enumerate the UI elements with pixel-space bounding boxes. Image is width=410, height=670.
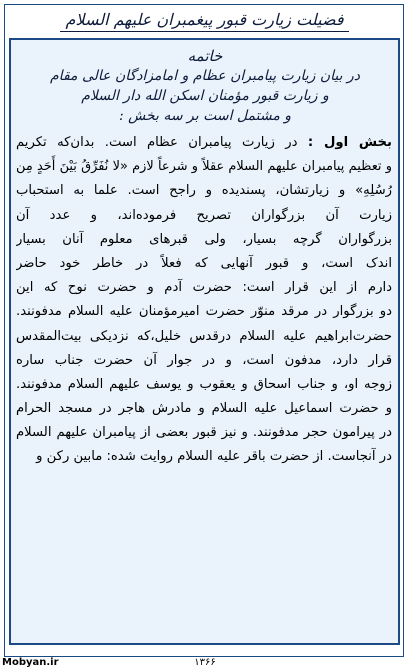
text-line: و حضرت اسماعیل علیه السلام و مادرش هاجر در مسجد الحرام xyxy=(16,401,392,417)
site-link[interactable]: Mobyan.ir xyxy=(2,657,59,668)
text-line xyxy=(16,131,392,155)
text-line: رُسُلِهِ» و زیارتشان، پسندیده و راجح است. علما به استحباب xyxy=(16,183,392,199)
intro-line: و زیارت قبور مؤمنان اسکن الله دار السلام xyxy=(81,88,329,104)
page-number: ۱۳۶۶ xyxy=(194,657,216,668)
intro-heading: خاتمه xyxy=(187,47,223,65)
section-label: بخش اول : xyxy=(307,135,392,150)
page-title: فضیلت زیارت قبور پیغمبران علیهم السلام xyxy=(60,10,350,32)
intro-line: در بیان زیارت پیامبران عظام و امامزادگان عالی مقام xyxy=(50,68,360,84)
body-text xyxy=(16,131,392,470)
page-header xyxy=(9,4,400,38)
text-line: قرار دارد، مدفون است، و در جوار آن حضرت جناب ساره xyxy=(16,352,392,368)
intro-line: و مشتمل است بر سه بخش : xyxy=(118,108,292,124)
text-line: زوجه او، و جناب اسحاق و یعقوب و یوسف علیهم السلام مدفونند. xyxy=(16,376,392,392)
intro-block xyxy=(18,46,392,126)
text-fragment: در زیارت پیامبران عظام است. بدان‌که تکریم xyxy=(16,135,298,150)
text-line: دارم از این قرار است: حضرت آدم و حضرت نوح که این xyxy=(16,280,392,296)
text-line: حضرت‌ابراهیم علیه السلام در‌قدس خلیل،که نزدیکی بیت‌المقدس xyxy=(16,328,392,344)
text-line: اندک است، و قبور آنهایی که فعلاً در خاطر خود حاضر xyxy=(16,255,392,271)
text-line: در پیرامون حجر مدفونند. و نیز قبور بعضی از پیامبران علیهم السلام xyxy=(16,425,392,441)
page-footer xyxy=(0,657,410,670)
text-line: زیارت آن بزرگواران تصریح فرموده‌اند، و عدد آن xyxy=(16,207,392,223)
text-line: دو بزرگوار در مرقد منوّر حضرت امیرمؤمنان علیه السلام مدفونند. xyxy=(16,304,392,320)
text-line: در آنجاست. از حضرت باقر علیه السلام روایت شده: مابین رکن و xyxy=(36,449,392,465)
text-line: بزرگواران گرچه بسیار، ولی قبرهای معلوم آنان بسیار xyxy=(16,231,392,247)
text-line: و تعظیم پیامبران علیهم السلام عقلاً و شرعاً لازم «لا نُفَرِّقُ بَيْنَ أَحَدٍ مِن xyxy=(16,159,392,175)
